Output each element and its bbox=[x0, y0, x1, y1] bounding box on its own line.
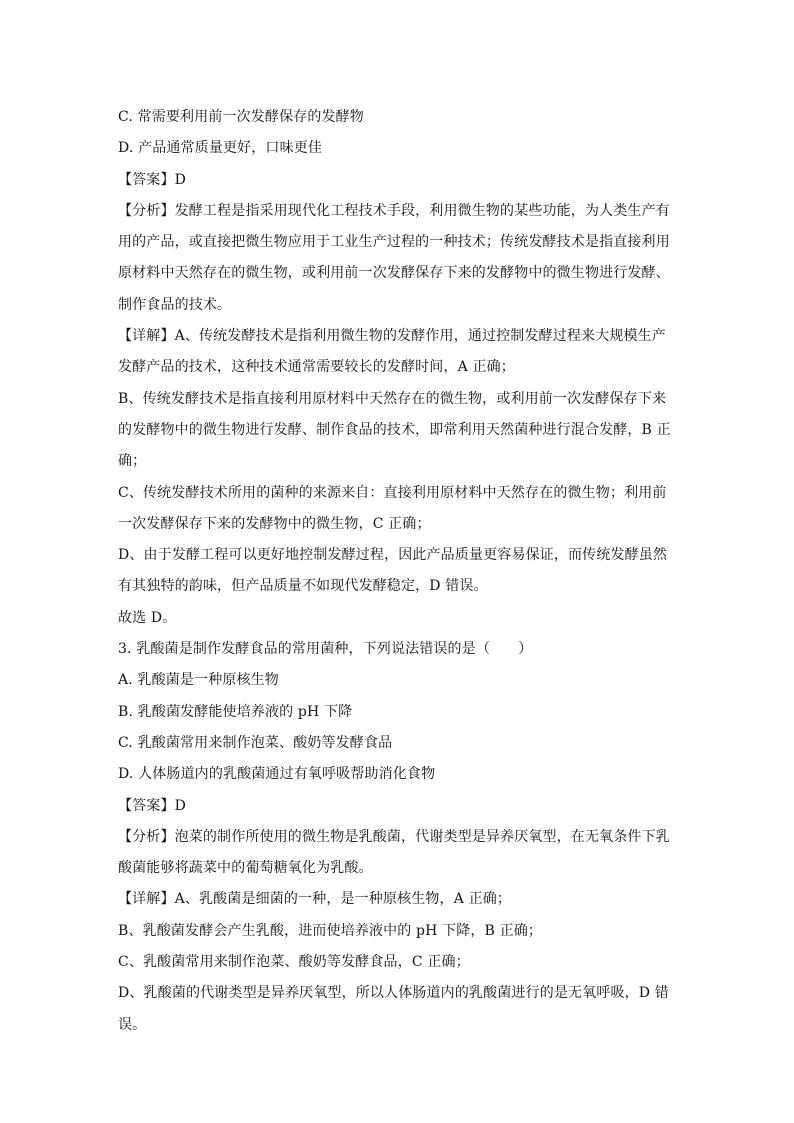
option-c-q2: C. 常需要利用前一次发酵保存的发酵物 bbox=[118, 109, 364, 125]
explanation-c-q3: C、乳酸菌常用来制作泡菜、酸奶等发酵食品，C 正确； bbox=[118, 954, 470, 971]
explanation-b-q3: B、乳酸菌发酵会产生乳酸，进而使培养液中的 pH 下降，B 正确； bbox=[118, 922, 543, 939]
answer-q2: 【答案】D bbox=[118, 171, 186, 188]
option-d-q3: D. 人体肠道内的乳酸菌通过有氧呼吸帮助消化食物 bbox=[118, 766, 436, 783]
explanation-d-q3: D、乳酸菌的代谢类型是异养厌氧型，所以人体肠道内的乳酸菌进行的是无氧呼吸，D 错误。 bbox=[118, 985, 669, 1033]
explanation-b-q2: B、传统发酵技术是指直接利用原材料中天然存在的微生物，或利用前一次发酵保存下来的发酵物中的微生物进行发酵、制作食品的技术，即常利用天然菌种进行混合发酵，B 正确； bbox=[118, 390, 671, 470]
explanation-a-q3: 【详解】A、乳酸菌是细菌的一种，是一种原核生物，A 正确； bbox=[118, 891, 512, 908]
option-a-q3: A. 乳酸菌是一种原核生物 bbox=[118, 672, 279, 689]
document-content bbox=[118, 102, 678, 1041]
option-b-q3: B. 乳酸菌发酵能使培养液的 pH 下降 bbox=[118, 703, 353, 720]
analysis-q3: 【分析】泡菜的制作所使用的微生物是乳酸菌，代谢类型是异养厌氧型，在无氧条件下乳酸菌能够将蔬菜中的葡萄糖氧化为乳酸。 bbox=[118, 828, 670, 877]
explanation-d-q2: D、由于发酵工程可以更好地控制发酵过程，因此产品质量更容易保证，而传统发酵虽然有其独特的韵味，但产品质量不如现代发酵稳定，D 错误。 bbox=[118, 547, 668, 595]
option-c-q3: C. 乳酸菌常用来制作泡菜、酸奶等发酵食品 bbox=[118, 734, 393, 751]
explanation-a-q2: 【详解】A、传统发酵技术是指利用微生物的发酵作用，通过控制发酵过程来大规模生产发酵产品的技术，这种技术通常需要较长的发酵时间，A 正确； bbox=[118, 328, 666, 376]
question-3: 3. 乳酸菌是制作发酵食品的常用菌种，下列说法错误的是（ ） bbox=[118, 641, 533, 658]
choice-q2: 故选 D。 bbox=[118, 609, 177, 626]
option-d-q2: D. 产品通常质量更好，口味更佳 bbox=[118, 140, 323, 157]
answer-q3: 【答案】D bbox=[118, 797, 186, 814]
explanation-c-q2: C、传统发酵技术所用的菌种的来源来自：直接利用原材料中天然存在的微生物；利用前一次发酵保存下来的发酵物中的微生物，C 正确； bbox=[118, 484, 667, 532]
analysis-q2: 【分析】发酵工程是指采用现代化工程技术手段，利用微生物的某些功能，为人类生产有用的产品，或直接把微生物应用于工业生产过程的一种技术；传统发酵技术是指直接利用原材料中天然存在的微生物，或利用前一次发酵保存下来的发酵物中的微生物进行发酵、制作食品的技术。 bbox=[118, 202, 670, 313]
